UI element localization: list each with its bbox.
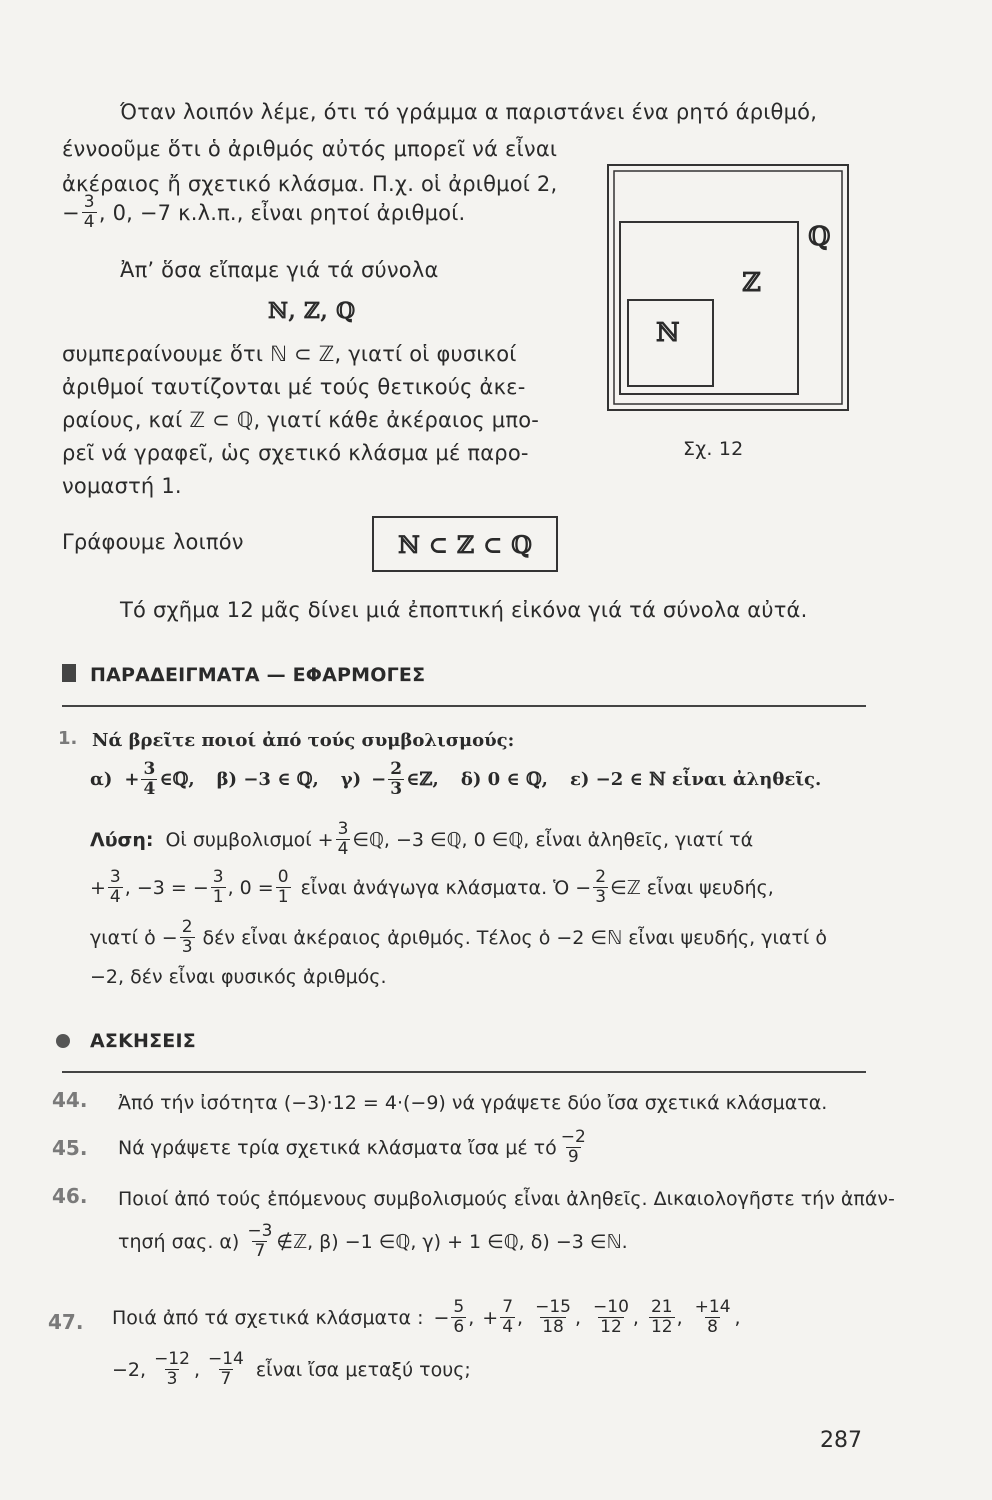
option-c-sign: − (371, 769, 387, 790)
fraction-numerator: 7 (502, 1297, 514, 1317)
set-symbols: ℕ, ℤ, ℚ (268, 298, 356, 324)
fraction-numerator: −14 (208, 1349, 244, 1369)
fraction-denominator: 4 (337, 839, 349, 859)
fraction-numerator: −15 (535, 1297, 571, 1317)
solution-fraction (211, 868, 226, 907)
option-c-fraction (388, 760, 404, 799)
solution-fraction (180, 918, 195, 957)
fraction-denominator: 12 (650, 1317, 673, 1337)
exercise-47-fraction (500, 1298, 515, 1337)
exercise-46-text: τησή σας. α) (118, 1230, 240, 1253)
option-c-label: γ) (340, 769, 362, 790)
intro-line-2: έννοοῦμε ὅτι ὁ ἀριθμός αὐτός μπορεῖ νά εἶναι (62, 137, 558, 161)
exercise-47-fraction (451, 1298, 466, 1337)
set-q-label: ℚ (808, 222, 831, 252)
fraction-denominator: 4 (109, 887, 121, 907)
solution-text: γιατί ὁ − (90, 926, 178, 949)
section-marker-icon (62, 664, 76, 682)
fraction-denominator: 7 (220, 1369, 232, 1389)
fraction-denominator: 1 (212, 887, 224, 907)
fraction-numerator: 3 (143, 759, 156, 779)
exercise-45-number: 45. (52, 1136, 88, 1160)
fraction-numerator: 3 (109, 867, 121, 887)
fraction-numerator: 3 (212, 867, 224, 887)
examples-divider (62, 705, 866, 707)
fraction-denominator: 8 (707, 1317, 718, 1337)
fraction-numerator: 3 (337, 819, 349, 839)
fraction-denominator: 4 (83, 212, 95, 232)
example-question: Νά βρεῖτε ποιοί ἀπό τούς συμβολισμούς: (92, 730, 515, 751)
inclusion-box: ℕ ⊂ ℤ ⊂ ℚ (372, 516, 558, 572)
fraction-numerator: −2 (560, 1127, 586, 1147)
solution-fraction (276, 868, 291, 907)
intro-line-5: Ἀπ’ ὅσα εἴπαμε γιά τά σύνολα (120, 258, 439, 282)
exercise-47-line-2: −2, $\frac{-12}{3}$ , $\frac{-14}{7}$ εἶναι ἴσα μεταξύ τους; (112, 1349, 471, 1389)
intro-line-4-text: , 0, −7 κ.λ.π., εἶναι ρητοί ἀριθμοί. (98, 200, 466, 225)
option-d: δ) 0 ∈ ℚ, (460, 769, 548, 790)
examples-heading: ΠΑΡΑΔΕΙΓΜΑΤΑ — ΕΦΑΡΜΟΓΕΣ (90, 664, 426, 686)
solution-text: ∈ℚ, −3 ∈ℚ, 0 ∈ℚ, εἶναι ἀληθεῖς, γιατί τά (352, 828, 754, 851)
option-a-fraction (141, 760, 157, 799)
option-a-label: α) (90, 769, 113, 790)
fraction-numerator: −3 (247, 1221, 273, 1241)
intro-line-10: ρεῖ νά γραφεῖ, ὡς σχετικό κλάσμα μέ παρο- (62, 441, 529, 465)
intro-line-9: ραίους, καί ℤ ⊂ ℚ, γιατί κάθε ἀκέραιος μπο- (62, 408, 540, 432)
exercise-47-number: 47. (48, 1310, 84, 1334)
exercise-46-line-2 (118, 1222, 628, 1261)
solution-fraction (593, 868, 608, 907)
solution-label: Λύση: (90, 828, 154, 851)
example-options (90, 760, 821, 799)
option-a-rest: ∈ℚ, (159, 769, 195, 790)
fraction-denominator: 4 (143, 779, 156, 799)
intro-line-8: ἀριθμοί ταυτίζονται μέ τούς θετικούς ἀκε- (62, 375, 526, 399)
intro-line-7: συμπεραίνουμε ὅτι ℕ ⊂ ℤ, γιατί οἱ φυσικοί (62, 342, 517, 366)
exercise-45-line (118, 1128, 590, 1167)
nested-sets-figure (600, 160, 860, 420)
exercise-47-fraction (693, 1298, 733, 1337)
example-number: 1. (58, 728, 78, 749)
exercise-47-fraction (206, 1350, 246, 1389)
solution-fraction (336, 820, 351, 859)
fraction-denominator: 18 (542, 1317, 564, 1337)
fraction-denominator: 3 (595, 887, 607, 907)
exercise-47-text: −2, (112, 1358, 147, 1381)
exercise-46-text: Ποιοί ἀπό τούς ἑπόμενους συμβολισμούς εἶναι ἀληθεῖς. Δικαιολογῆστε τήν ἀπάν- (118, 1188, 895, 1210)
exercise-47-text: Ποιά ἀπό τά σχετικά κλάσματα : (112, 1306, 424, 1329)
fraction-denominator: 6 (453, 1317, 465, 1337)
fraction-denominator: 3 (181, 937, 193, 957)
solution-line-2 (90, 868, 774, 907)
page-number: 287 (820, 1428, 862, 1453)
fraction-denominator: 1 (277, 887, 289, 907)
option-e: ε) −2 ∈ ℕ εἶναι ἀληθεῖς. (569, 769, 822, 790)
intro-line-3: ἀκέραιος ἤ σχετικό κλάσμα. Π.χ. οἱ ἀριθμοί 2, (62, 172, 558, 196)
bullet-icon (56, 1034, 70, 1048)
fraction-denominator: 9 (567, 1147, 579, 1167)
set-z-border (620, 222, 798, 394)
fraction-three-quarters (82, 193, 97, 232)
fraction-denominator: 3 (166, 1369, 178, 1389)
solution-text: + (90, 876, 106, 899)
exercise-47-text: εἶναι ἴσα μεταξύ τους; (255, 1358, 471, 1381)
fraction-sign: − (433, 1306, 450, 1329)
set-n-label: ℕ (656, 318, 680, 348)
solution-line-4: −2, δέν εἶναι φυσικός ἀριθμός. (90, 966, 387, 988)
fraction-numerator: −10 (593, 1297, 629, 1317)
solution-text: , 0 = (227, 876, 274, 899)
solution-line-1 (90, 820, 753, 859)
intro-line-4 (62, 193, 465, 232)
fraction-denominator: 3 (390, 779, 403, 799)
exercise-44-number: 44. (52, 1088, 88, 1112)
solution-text: Οἱ συμβολισμοί + (165, 828, 334, 851)
fraction-numerator: 21 (650, 1297, 673, 1317)
fraction-numerator: 0 (277, 867, 289, 887)
exercise-47-fraction-list: − $\frac{5}{6}$ , + $\frac{7}{4}$ , $\frac{-15}{18}$ , $\frac{-10}{12}$ , $\frac{21}{12}$ , $\frac{+14}{8}$ , (433, 1297, 741, 1337)
exercises-divider (62, 1071, 866, 1073)
exercise-47-line (112, 1298, 749, 1337)
fraction-sign: + (482, 1306, 499, 1329)
solution-text: δέν εἶναι ἀκέραιος ἀριθμός. Τέλος ὁ −2 ∈ℕ εἶναι ψευδής, γιατί ὁ (202, 926, 827, 949)
exercise-46-number: 46. (52, 1184, 88, 1208)
option-b: β) −3 ∈ ℚ, (216, 769, 319, 790)
fraction-denominator: 4 (502, 1317, 514, 1337)
exercise-45-fraction (559, 1128, 588, 1167)
intro-line-1: Όταν λοιπόν λέμε, ότι τό γράμμα α παριστάνει ένα ρητό άριθμό, (120, 100, 818, 124)
fraction-numerator: −12 (154, 1349, 190, 1369)
fraction-numerator: 2 (181, 917, 193, 937)
fraction-denominator: 7 (254, 1241, 266, 1261)
exercise-47-fraction (591, 1298, 631, 1337)
exercise-47-fraction (533, 1298, 573, 1337)
fraction-denominator: 12 (600, 1317, 622, 1337)
fraction-numerator: 2 (390, 759, 403, 779)
solution-text: , −3 = − (124, 876, 209, 899)
solution-text: ∈ℤ εἶναι ψευδής, (610, 876, 774, 899)
option-a-sign: + (124, 769, 140, 790)
solution-line-3 (90, 918, 827, 957)
figure-caption: Σχ. 12 (683, 438, 744, 460)
exercises-heading: ΑΣΚΗΣΕΙΣ (90, 1030, 196, 1052)
fraction-numerator: 5 (453, 1297, 465, 1317)
fraction-numerator: 3 (83, 192, 95, 212)
solution-text: εἶναι ἀνάγωγα κλάσματα. Ὁ − (300, 876, 592, 899)
write-label: Γράφουμε λοιπόν (62, 530, 244, 554)
minus-sign: − (62, 200, 80, 225)
solution-fraction (108, 868, 123, 907)
set-q-inner-border (614, 171, 842, 404)
set-q-outer-border (608, 165, 848, 410)
exercise-46-fraction (245, 1222, 274, 1261)
exercise-45-text: Νά γράψετε τρία σχετικά κλάσματα ἴσα μέ τό (118, 1136, 557, 1159)
set-z-label: ℤ (742, 268, 761, 298)
exercise-47-fraction (152, 1350, 192, 1389)
figure-sentence: Τό σχῆμα 12 μᾶς δίνει μιά ἐποπτική εἰκόνα γιά τά σύνολα αὐτά. (120, 598, 808, 622)
fraction-numerator: 2 (595, 867, 607, 887)
exercise-44-text: Ἀπό τήν ἰσότητα (−3)·12 = 4·(−9) νά γράψετε δύο ἴσα σχετικά κλάσματα. (118, 1092, 828, 1114)
exercise-47-fraction (649, 1298, 675, 1337)
option-c-rest: ∈ℤ, (406, 769, 439, 790)
intro-line-11: νομαστή 1. (62, 474, 182, 498)
exercise-46-text: ∉ℤ, β) −1 ∈ℚ, γ) + 1 ∈ℚ, δ) −3 ∈ℕ. (276, 1230, 628, 1253)
fraction-numerator: +14 (694, 1297, 731, 1317)
